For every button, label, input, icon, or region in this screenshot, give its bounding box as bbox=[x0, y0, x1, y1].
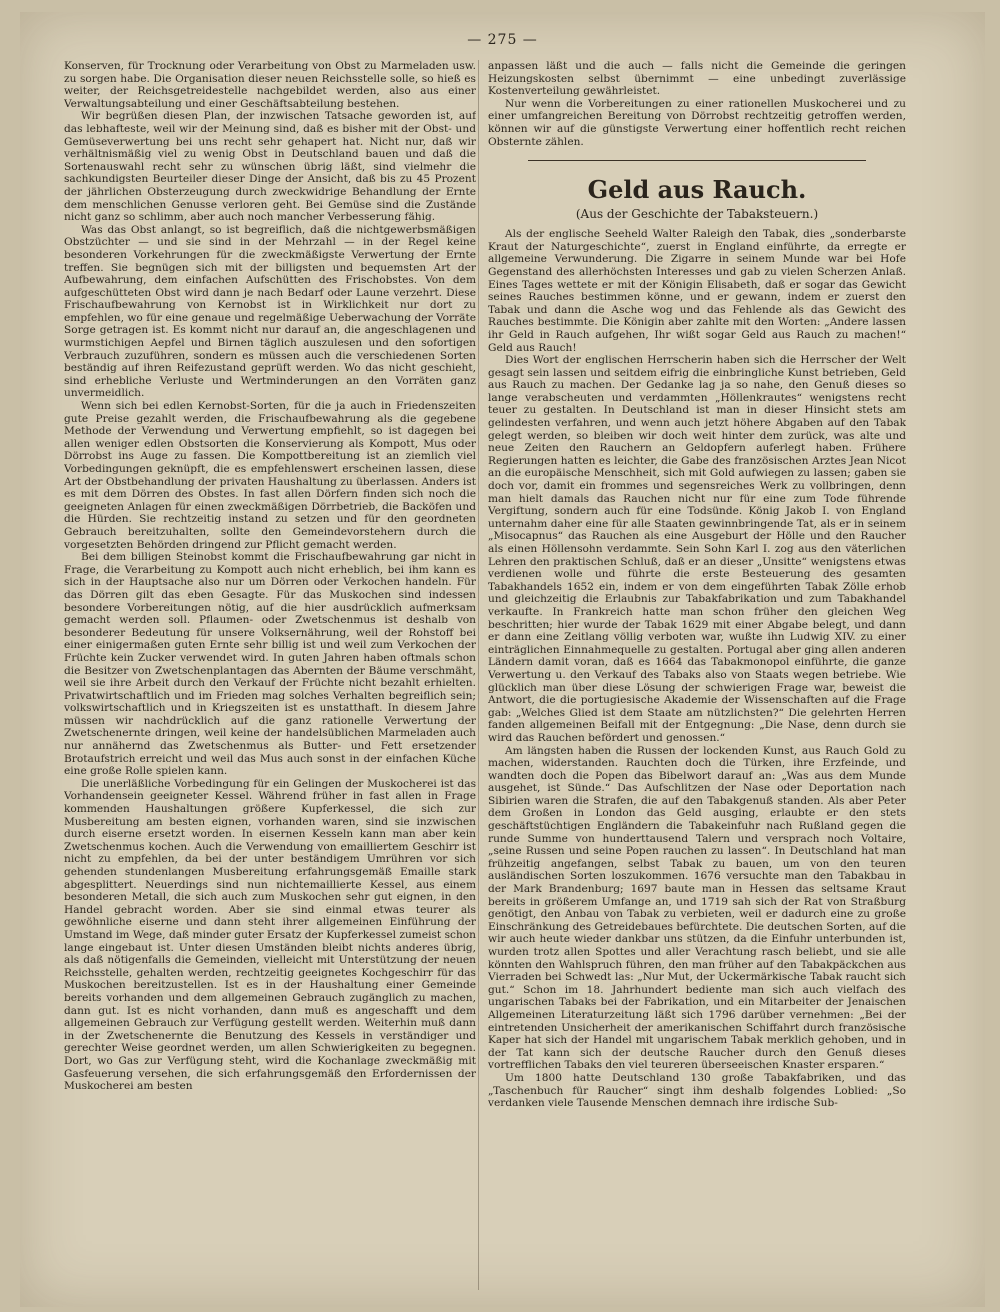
right-column bbox=[488, 60, 906, 1292]
article-paragraph-1: Als der englische Seeheld Walter Raleigh den Tabak, dies „sonderbarste Kraut der Naturgeschichte“, zuerst in England einführte, da erregte er allgemeine Verwunderung. Die Zigarre in seinem Munde war bei Hofe Gegenstand des allerhöchsten Interesses und gab zu vielen Scherzen Anlaß. Eines Tages wettete er mit der Königin Elisabeth, daß er sogar das Gewicht seines Rauches bestimmen könne, und er gewann, indem er zuerst den Tabak und dann die Asche wog und das Fehlende als das Gewicht des Rauches bestimmte. Die Königin aber zahlte mit den Worten: „Andere lassen ihr Geld in Rauch aufgehen, Ihr wißt sogar Geld aus Rauch zu machen!“ Geld aus Rauch! bbox=[488, 228, 906, 354]
article-separator bbox=[528, 160, 866, 161]
column-rule bbox=[478, 60, 479, 1290]
left-paragraph-6: Die unerläßliche Vorbedingung für ein Gelingen der Muskocherei ist das Vorhandensein geeigneter Kessel. Während früher in fast allen in Frage kommenden Haushaltungen größere Kupferkessel, die sich zur Musbereitung am besten eignen, vorhanden waren, sind sie inzwischen durch eiserne ersetzt worden. In eisernen Kesseln kann man aber kein Zwetschenmus kochen. Auch die Verwendung von emailliertem Geschirr ist nicht zu empfehlen, da bei der unter beständigem Umrühren vor sich gehenden stundenlangen Musbereitung erfahrungsgemäß Emaille stark abgesplittert. Neuerdings sind nun nichtemaillierte Kessel, aus einem besonderen Metall, die sich auch zum Muskochen sehr gut eignen, in den Handel gebracht worden. Aber sie sind einmal etwas teurer als gewöhnliche eiserne und dann steht ihrer allgemeinen Einführung der Umstand im Wege, daß minder guter Ersatz der Kupferkessel zumeist schon lange eingebaut ist. Unter diesen Umständen bleibt nichts anderes übrig, als daß nötigenfalls die Gemeinden, vielleicht mit Unterstützung der neuen Reichsstelle, gehalten werden, rechtzeitig geeignetes Kochgeschirr für das Muskochen bereitzustellen. Ist es in der Haushaltung einer Gemeinde bereits vorhanden und dem allgemeinen Gebrauch zugänglich zu machen, dann gut. Ist es nicht vorhanden, dann muß es angeschafft und dem allgemeinen Gebrauch zur Verfügung gestellt werden. Weiterhin muß dann in der Zwetschenernte die Benutzung des Kessels in verständiger und gerechter Weise geordnet werden, um allen Schwierigkeiten zu begegnen. Dort, wo Gas zur Verfügung steht, wird die Kochanlage zweckmäßig mit Gasfeuerung versehen, die sich erfahrungsgemäß den Erfordernissen der Muskocherei am besten bbox=[64, 777, 476, 1093]
left-paragraph-2: Wir begrüßen diesen Plan, der inzwischen Tatsache geworden ist, auf das lebhafteste, weil wir der Meinung sind, daß es bisher mit der Obst- und Gemüseverwertung bei uns recht sehr gehapert hat. Nicht nur, daß wir verhältnismäßig viel zu wenig Obst in Deutschland bauen und daß die Sortenauswahl recht sehr zu wünschen übrig läßt, sind vielmehr die sachkundigsten Beurteiler dieser Dinge der Ansicht, daß bis zu 45 Prozent der jährlichen Obsterzeugung durch zweckwidrige Behandlung der Ernte dem menschlichen Genusse verloren geht. Bei Gemüse sind die Zustände nicht ganz so schlimm, aber auch noch mancher Verbesserung fähig. bbox=[64, 110, 476, 224]
article-paragraph-2: Dies Wort der englischen Herrscherin haben sich die Herrscher der Welt gesagt sein lassen und seitdem eifrig die einbringliche Kunst betrieben, Geld aus Rauch zu machen. Der Gedanke lag ja so nahe, den Genuß dieses so lange verabscheuten und verdammten „Höllenkrautes“ wenigstens recht teuer zu gestalten. In Deutschland ist man in dieser Hinsicht stets am gelindesten verfahren, und wenn auch jetzt höhere Abgaben auf den Tabak gelegt werden, so bleiben wir doch weit hinter dem zurück, was alte und neue Zeiten den Rauchern an Geldopfern auferlegt haben. Frühere Regierungen hatten es leichter, die Gabe des französischen Arztes Jean Nicot an die europäische Menschheit, sich mit Gold aufwiegen zu lassen; gaben sie doch vor, damit ein frommes und segensreiches Werk zu vollbringen, denn man hielt damals das Rauchen nicht nur für eine zum Tode führende Vergiftung, sondern auch für eine Todsünde. König Jakob I. von England unternahm daher eine für alle Staaten gewinnbringende Tat, als er in seinem „Misocapnus“ das Rauchen als eine Ausgeburt der Hölle und den Raucher als einen Höllensohn verdammte. Sein Sohn Karl I. zog aus den väterlichen Lehren den praktischen Schluß, daß er an dieser „Unsitte“ wenigstens etwas verdienen wolle und führte die erste Besteuerung des gesamten Tabakhandels 1652 ein, indem er von dem eingeführten Tabak Zölle erhob und gleichzeitig die Erlaubnis zur Tabakfabrikation und zum Tabakhandel verkaufte. In Frankreich hatte man schon früher den gleichen Weg beschritten; hier wurde der Tabak 1629 mit einer Abgabe belegt, und dann er dann eine Zeitlang völlig verboten war, wußte ihn Ludwig XIV. zu einer einträglichen Einnahmequelle zu gestalten. Portugal aber ging allen anderen Ländern damit voran, daß es 1664 das Tabakmonopol einführte, die ganze Verwertung u. den Verkauf des Tabaks also von Staats wegen betriebe. Wie glücklich man über diese Lösung der schwierigen Frage war, beweist die Antwort, die die portugiesische Akademie der Wissenschaften auf die Frage gab: „Welches Glied ist dem Staate am nützlichsten?“ Die gelehrten Herren fanden allgemeinen Beifall mit der Entgegnung: „Die Nase, denn durch sie wird das Rauchen befördert und genossen.“ bbox=[488, 354, 906, 744]
left-paragraph-3: Was das Obst anlangt, so ist begreiflich, daß die nichtgewerbsmäßigen Obstzüchter — und sie sind in der Mehrzahl — in der Regel keine besonderen Vorkehrungen für die zweckmäßigste Verwertung der Ernte treffen. Sie begnügen sich mit der billigsten und bequemsten Art der Aufbewahrung, dem einfachen Aufschütten des Frischobstes. Von dem aufgeschütteten Obst wird dann je nach Bedarf oder Laune verzehrt. Diese Frischaufbewahrung von Kernobst ist in Wirklichkeit nur dort zu empfehlen, wo für eine genaue und regelmäßige Ueberwachung der Vorräte Sorge getragen ist. Es kommt nicht nur darauf an, die angeschlagenen und wurmstichigen Aepfel und Birnen täglich auszulesen und den sofortigen Verbrauch zuzuführen, sondern es müssen auch die verschiedenen Sorten beständig auf ihren Reifezustand geprüft werden. Wo das nicht geschieht, sind erhebliche Verluste und Wertminderungen an den Vorräten ganz unvermeidlich. bbox=[64, 223, 476, 400]
left-paragraph-5: Bei dem billigen Steinobst kommt die Frischaufbewahrung gar nicht in Frage, die Verarbeitung zu Kompott auch nicht erheblich, bei ihm kann es sich in der Hauptsache also nur um Dörren oder Verkochen handeln. Für das Dörren gilt das eben Gesagte. Für das Muskochen sind indessen besondere Vorbereitungen nötig, auf die hier ausdrücklich aufmerksam gemacht werden soll. Pflaumen- oder Zwetschenmus ist deshalb von besonderer Bedeutung für unsere Volksernährung, weil der Rohstoff bei einer einigermaßen guten Ernte sehr billig ist und weil zum Verkochen der Früchte kein Zucker verwendet wird. In guten Jahren haben oftmals schon die Besitzer von Zwetschenplantagen das Abernten der Bäume verschmäht, weil sie ihre Arbeit durch den Verkauf der Früchte nicht bezahlt erhielten. Privatwirtschaftlich und im Frieden mag solches Verhalten begreiflich sein; volkswirtschaftlich und in Kriegszeiten ist es unstatthaft. In diesem Jahre müssen wir nachdrücklich auf die ganz rationelle Verwertung der Zwetschenernte dringen, weil keine der handelsüblichen Marmeladen auch nur annähernd das Zwetschenmus als Butter- und Fett ersetzender Brotaufstrich erreicht und weil das Mus auch sonst in der einfachen Küche eine große Rolle spielen kann. bbox=[64, 551, 476, 778]
article-paragraph-4: Um 1800 hatte Deutschland 130 große Tabakfabriken, und das „Taschenbuch für Raucher“ singt ihm deshalb folgendes Loblied: „So verdanken viele Tausende Menschen demnach ihre irdische Sub- bbox=[488, 1071, 906, 1110]
left-column bbox=[64, 60, 476, 1292]
page-number: — 275 — bbox=[467, 32, 538, 48]
left-paragraph-1: Konserven, für Trocknung oder Verarbeitung von Obst zu Marmeladen usw. zu sorgen habe. Die Organisation dieser neuen Reichsstelle solle, so hieß es weiter, der Reichsgetreidestelle nachgebildet werden, also aus einer Verwaltungsabteilung und einer Geschäftsabteilung bestehen. bbox=[64, 60, 476, 110]
article-title: Geld aus Rauch. bbox=[587, 175, 807, 205]
right-paragraph-2: Nur wenn die Vorbereitungen zu einer rationellen Muskocherei und zu einer umfangreichen Bereitung von Dörrobst rechtzeitig getroffen werden, können wir auf die günstigste Verwertung einer hoffentlich recht reichen Obsternte zählen. bbox=[488, 97, 906, 148]
left-paragraph-4: Wenn sich bei edlen Kernobst-Sorten, für die ja auch in Friedenszeiten gute Preise gezahlt werden, die Frischaufbewahrung als die gegebene Methode der Verwendung und Verwertung empfiehlt, so ist dagegen bei allen weniger edlen Obstsorten die Konservierung als Kompott, Mus oder Dörrobst ins Auge zu fassen. Die Kompottbereitung ist an ziemlich viel Vorbedingungen geknüpft, die es empfehlenswert erscheinen lassen, diese Art der Obstbehandlung der privaten Haushaltung zu überlassen. Anders ist es mit dem Dörren des Obstes. In fast allen Dörfern finden sich noch die geeigneten Anlagen für einen zweckmäßigen Dörrbetrieb, die Backöfen und die Hürden. Sie rechtzeitig instand zu setzen und für den geordneten Gebrauch bereitzuhalten, sollte den Gemeindevorstehern durch die vorgesetzten Behörden dringend zur Pflicht gemacht werden. bbox=[64, 400, 476, 551]
article-subtitle: (Aus der Geschichte der Tabaksteuern.) bbox=[575, 207, 819, 222]
right-paragraph-1: anpassen läßt und die auch — falls nicht die Gemeinde die geringen Heizungskosten selbst übernimmt — eine unbedingt zuverlässige Kostenverteilung gewährleistet. bbox=[488, 60, 906, 98]
newspaper-page bbox=[20, 12, 985, 1307]
article-paragraph-3: Am längsten haben die Russen der lockenden Kunst, aus Rauch Gold zu machen, widerstanden. Rauchten doch die Türken, ihre Erzfeinde, und wandten doch die Popen das Bibelwort darauf an: „Was aus dem Munde ausgehet, ist Sünde.“ Das Aufschlitzen der Nase oder Deportation nach Sibirien waren die Strafen, die auf den Tabakgenuß standen. Als aber Peter dem Großen in London das Geld ausging, erlaubte er den stets geschäftstüchtigen Engländern die Tabakeinfuhr nach Rußland gegen die runde Summe von hunderttausend Talern und versprach noch Voltaire, „seine Russen und seine Popen rauchen zu lassen“. In Deutschland hat man frühzeitig angefangen, selbst Tabak zu bauen, um von den teuren ausländischen Sorten loszukommen. 1676 versuchte man den Tabakbau in der Mark Brandenburg; 1697 baute man in Hessen das seltsame Kraut bereits in größerem Umfange an, und 1719 sah sich der Rat von Straßburg genötigt, den Anbau von Tabak zu verbieten, weil er dadurch eine zu große Einschränkung des Getreidebaues befürchtete. Die deutschen Sorten, auf die wir auch heute wieder dankbar uns stützen, da die Einfuhr unterbunden ist, wurden trotz allen Spottes und aller Verachtung rasch beliebt, und sie alle könnten den Wahlspruch führen, den man früher auf den Tabakpäckchen aus Vierraden bei Schwedt las: „Nur Mut, der Uckermärkische Tabak raucht sich gut.“ Schon im 18. Jahrhundert bediente man sich auch vielfach des ungarischen Tabaks bei der Fabrikation, und ein Mitarbeiter der Jenaischen Allgemeinen Literaturzeitung läßt sich 1796 darüber vernehmen: „Bei der eintretenden Unsicherheit der amerikanischen Schiffahrt durch französische Kaper hat sich der Handel mit ungarischem Tabak merklich gehoben, und in der Tat kann sich der deutsche Raucher durch den Genuß dieses vortrefflichen Tabaks den viel teureren überseeischen Knaster ersparen.“ bbox=[488, 744, 906, 1072]
